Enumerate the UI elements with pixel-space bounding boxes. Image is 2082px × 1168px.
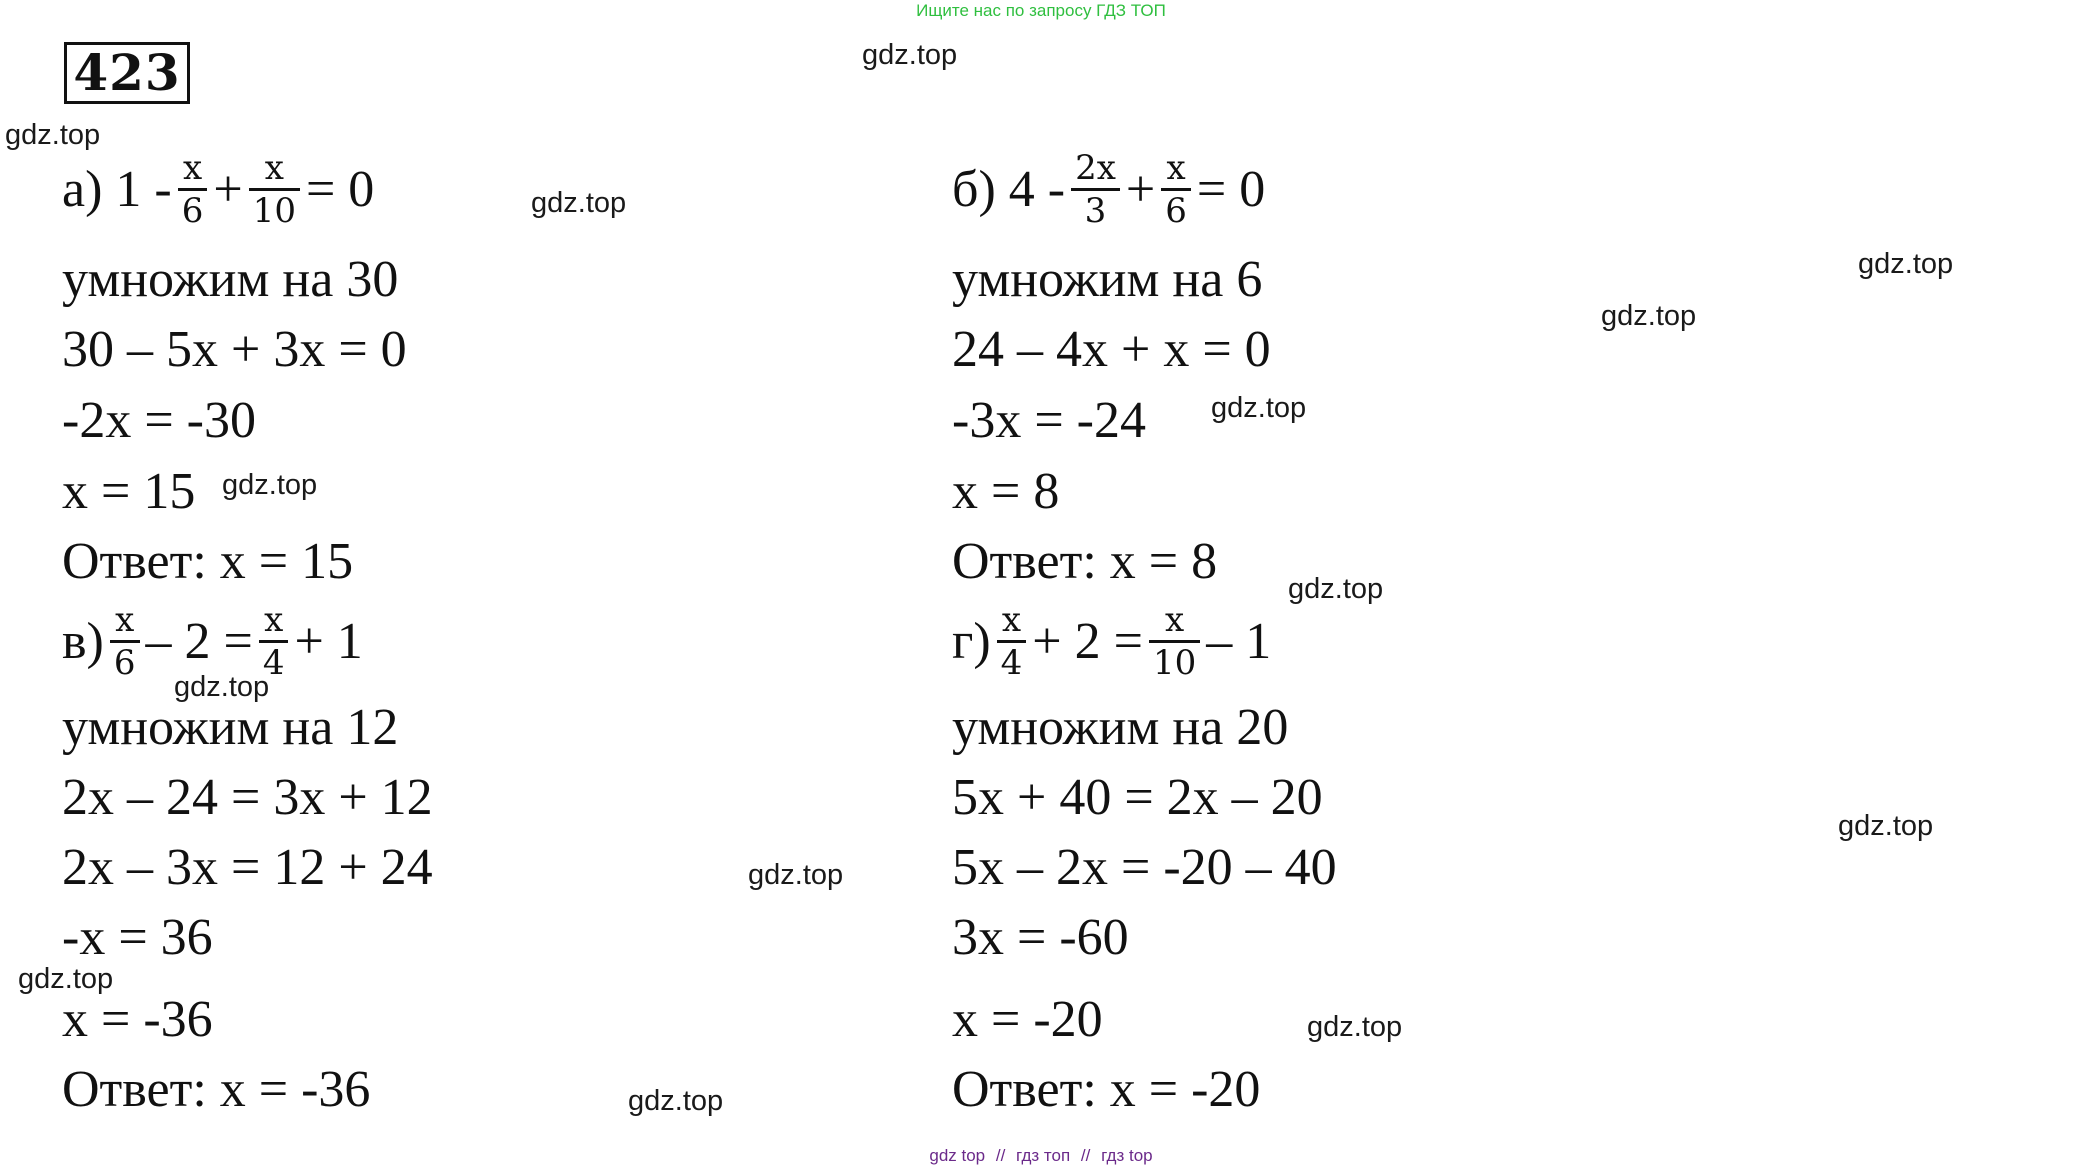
fraction-numerator: x bbox=[115, 599, 135, 640]
solution-line: -3x = -24 bbox=[952, 392, 1146, 449]
footer-link-gdz-top-mixed[interactable]: гдз top bbox=[1101, 1146, 1153, 1165]
footer-separator: // bbox=[1080, 1146, 1091, 1165]
solution-line: умножим на 20 bbox=[952, 699, 1289, 756]
solution-line: 2x – 24 = 3x + 12 bbox=[62, 769, 433, 826]
fraction-denominator: 6 bbox=[181, 190, 204, 231]
fraction-denominator: 4 bbox=[1000, 642, 1023, 683]
equation-b-operator: + bbox=[1125, 160, 1156, 218]
equation-v-rhs: + 1 bbox=[294, 612, 363, 670]
fraction-a-1 bbox=[178, 148, 208, 231]
equation-g-prefix: г) bbox=[952, 612, 991, 670]
fraction-numerator: 2x bbox=[1075, 147, 1116, 188]
watermark: gdz.top bbox=[1838, 810, 1934, 842]
equation-b-rhs: = 0 bbox=[1196, 160, 1266, 218]
fraction-numerator: x bbox=[264, 147, 284, 188]
footer-separator: // bbox=[995, 1146, 1006, 1165]
equation-a-operator: + bbox=[213, 160, 243, 218]
solution-line: умножим на 12 bbox=[62, 699, 399, 756]
answer-line: Ответ: x = 15 bbox=[62, 533, 354, 590]
watermark: gdz.top bbox=[174, 671, 270, 703]
problem-number: 423 bbox=[64, 42, 190, 104]
watermark: gdz.top bbox=[531, 187, 627, 219]
watermark: gdz.top bbox=[1288, 573, 1384, 605]
fraction-denominator: 10 bbox=[1152, 642, 1197, 683]
fraction-denominator: 6 bbox=[113, 642, 136, 683]
watermark: gdz.top bbox=[222, 469, 318, 501]
equation-g-middle: + 2 = bbox=[1032, 612, 1143, 670]
fraction-denominator: 3 bbox=[1084, 190, 1107, 231]
watermark: gdz.top bbox=[628, 1085, 724, 1117]
equation-v-prefix: в) bbox=[62, 612, 104, 670]
answer-line: Ответ: x = -36 bbox=[62, 1061, 371, 1118]
footer-link-gdz-top-ru[interactable]: гдз топ bbox=[1016, 1146, 1071, 1165]
equation-g bbox=[952, 586, 1271, 696]
solution-line: 30 – 5x + 3x = 0 bbox=[62, 321, 407, 378]
fraction-g-2 bbox=[1149, 600, 1200, 683]
watermark: gdz.top bbox=[18, 963, 114, 995]
fraction-v-1 bbox=[110, 600, 140, 683]
watermark: gdz.top bbox=[1307, 1011, 1403, 1043]
fraction-numerator: x bbox=[1166, 147, 1186, 188]
solution-line: 5x – 2x = -20 – 40 bbox=[952, 839, 1337, 896]
solution-line: умножим на 6 bbox=[952, 251, 1263, 308]
equation-a-prefix: а) 1 - bbox=[62, 160, 172, 218]
footer-links bbox=[0, 1146, 2082, 1166]
solution-line: x = -20 bbox=[952, 991, 1103, 1048]
solution-line: умножим на 30 bbox=[62, 251, 399, 308]
solution-line: -2x = -30 bbox=[62, 392, 256, 449]
fraction-numerator: x bbox=[182, 147, 203, 188]
equation-b bbox=[952, 134, 1265, 244]
fraction-b-1 bbox=[1071, 148, 1120, 231]
answer-line: Ответ: x = 8 bbox=[952, 533, 1218, 590]
fraction-denominator: 4 bbox=[262, 642, 285, 683]
solution-line: x = 8 bbox=[952, 463, 1060, 520]
watermark: gdz.top bbox=[1211, 392, 1307, 424]
equation-g-rhs: – 1 bbox=[1206, 612, 1272, 670]
fraction-g-1 bbox=[997, 600, 1027, 683]
top-banner[interactable]: Ищите нас по запросу ГДЗ ТОП bbox=[916, 1, 1166, 20]
solution-line: 5x + 40 = 2x – 20 bbox=[952, 769, 1323, 826]
fraction-denominator: 6 bbox=[1165, 190, 1187, 231]
answer-line: Ответ: x = -20 bbox=[952, 1061, 1261, 1118]
fraction-a-2 bbox=[249, 148, 300, 231]
watermark: gdz.top bbox=[1858, 248, 1954, 280]
watermark: gdz.top bbox=[862, 39, 958, 71]
fraction-denominator: 10 bbox=[252, 190, 296, 231]
solution-line: 3x = -60 bbox=[952, 909, 1129, 966]
fraction-b-2 bbox=[1161, 148, 1191, 231]
solution-line: x = -36 bbox=[62, 991, 213, 1048]
fraction-numerator: x bbox=[264, 599, 284, 640]
watermark: gdz.top bbox=[1601, 300, 1697, 332]
fraction-numerator: x bbox=[1001, 599, 1022, 640]
equation-a-rhs: = 0 bbox=[305, 160, 375, 218]
equation-a bbox=[62, 134, 374, 244]
equation-b-prefix: б) 4 - bbox=[952, 160, 1066, 218]
solution-line: 2x – 3x = 12 + 24 bbox=[62, 839, 433, 896]
solution-line: x = 15 bbox=[62, 463, 196, 520]
watermark: gdz.top bbox=[5, 119, 101, 151]
solution-line: -x = 36 bbox=[62, 909, 213, 966]
footer-link-gdz-top[interactable]: gdz top bbox=[929, 1146, 986, 1165]
watermark: gdz.top bbox=[748, 859, 844, 891]
solution-line: 24 – 4x + x = 0 bbox=[952, 321, 1271, 378]
fraction-numerator: x bbox=[1164, 599, 1185, 640]
equation-v-middle: – 2 = bbox=[145, 612, 253, 670]
